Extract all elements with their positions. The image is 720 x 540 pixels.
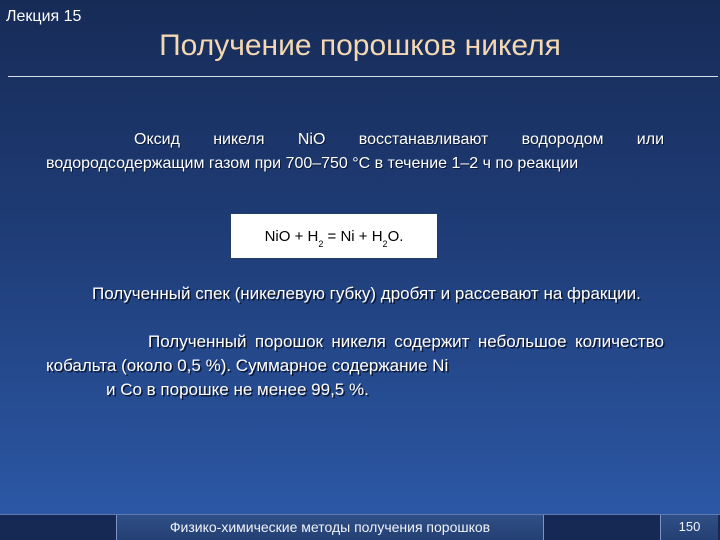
paragraph-powder-cobalt: Полученный порошок никеля содержит небольшое количество кобальта (около 0,5 %). Суммарное содержание Ni xyxy=(46,332,664,375)
formula-subscript-2: 2 xyxy=(382,239,388,249)
footer-course-title: Физико-химические методы получения порошков xyxy=(116,515,544,540)
paragraph-total-content: и Со в порошке не менее 99,5 %. xyxy=(106,380,369,399)
title-divider xyxy=(8,76,718,77)
lecture-label: Лекция 15 xyxy=(6,8,82,25)
formula-part-1: NiO + H xyxy=(264,228,319,245)
footer-bar xyxy=(0,514,720,540)
formula-part-2: = Ni + H xyxy=(323,228,383,245)
formula-subscript-1: 2 xyxy=(318,239,324,249)
paragraph-reduction: Оксид никеля NiO восстанавливают водородом или водородсодержащим газом при 700–750 °С в течение 1–2 ч по реакции xyxy=(46,131,664,172)
reaction-formula-box xyxy=(230,213,438,259)
page-number: 150 xyxy=(660,515,718,540)
formula-part-3: O. xyxy=(387,228,404,245)
page-title: Получение порошков никеля xyxy=(159,29,561,62)
paragraph-sinter: Полученный спек (никелевую губку) дробят и рассевают на фракции. xyxy=(92,284,641,303)
